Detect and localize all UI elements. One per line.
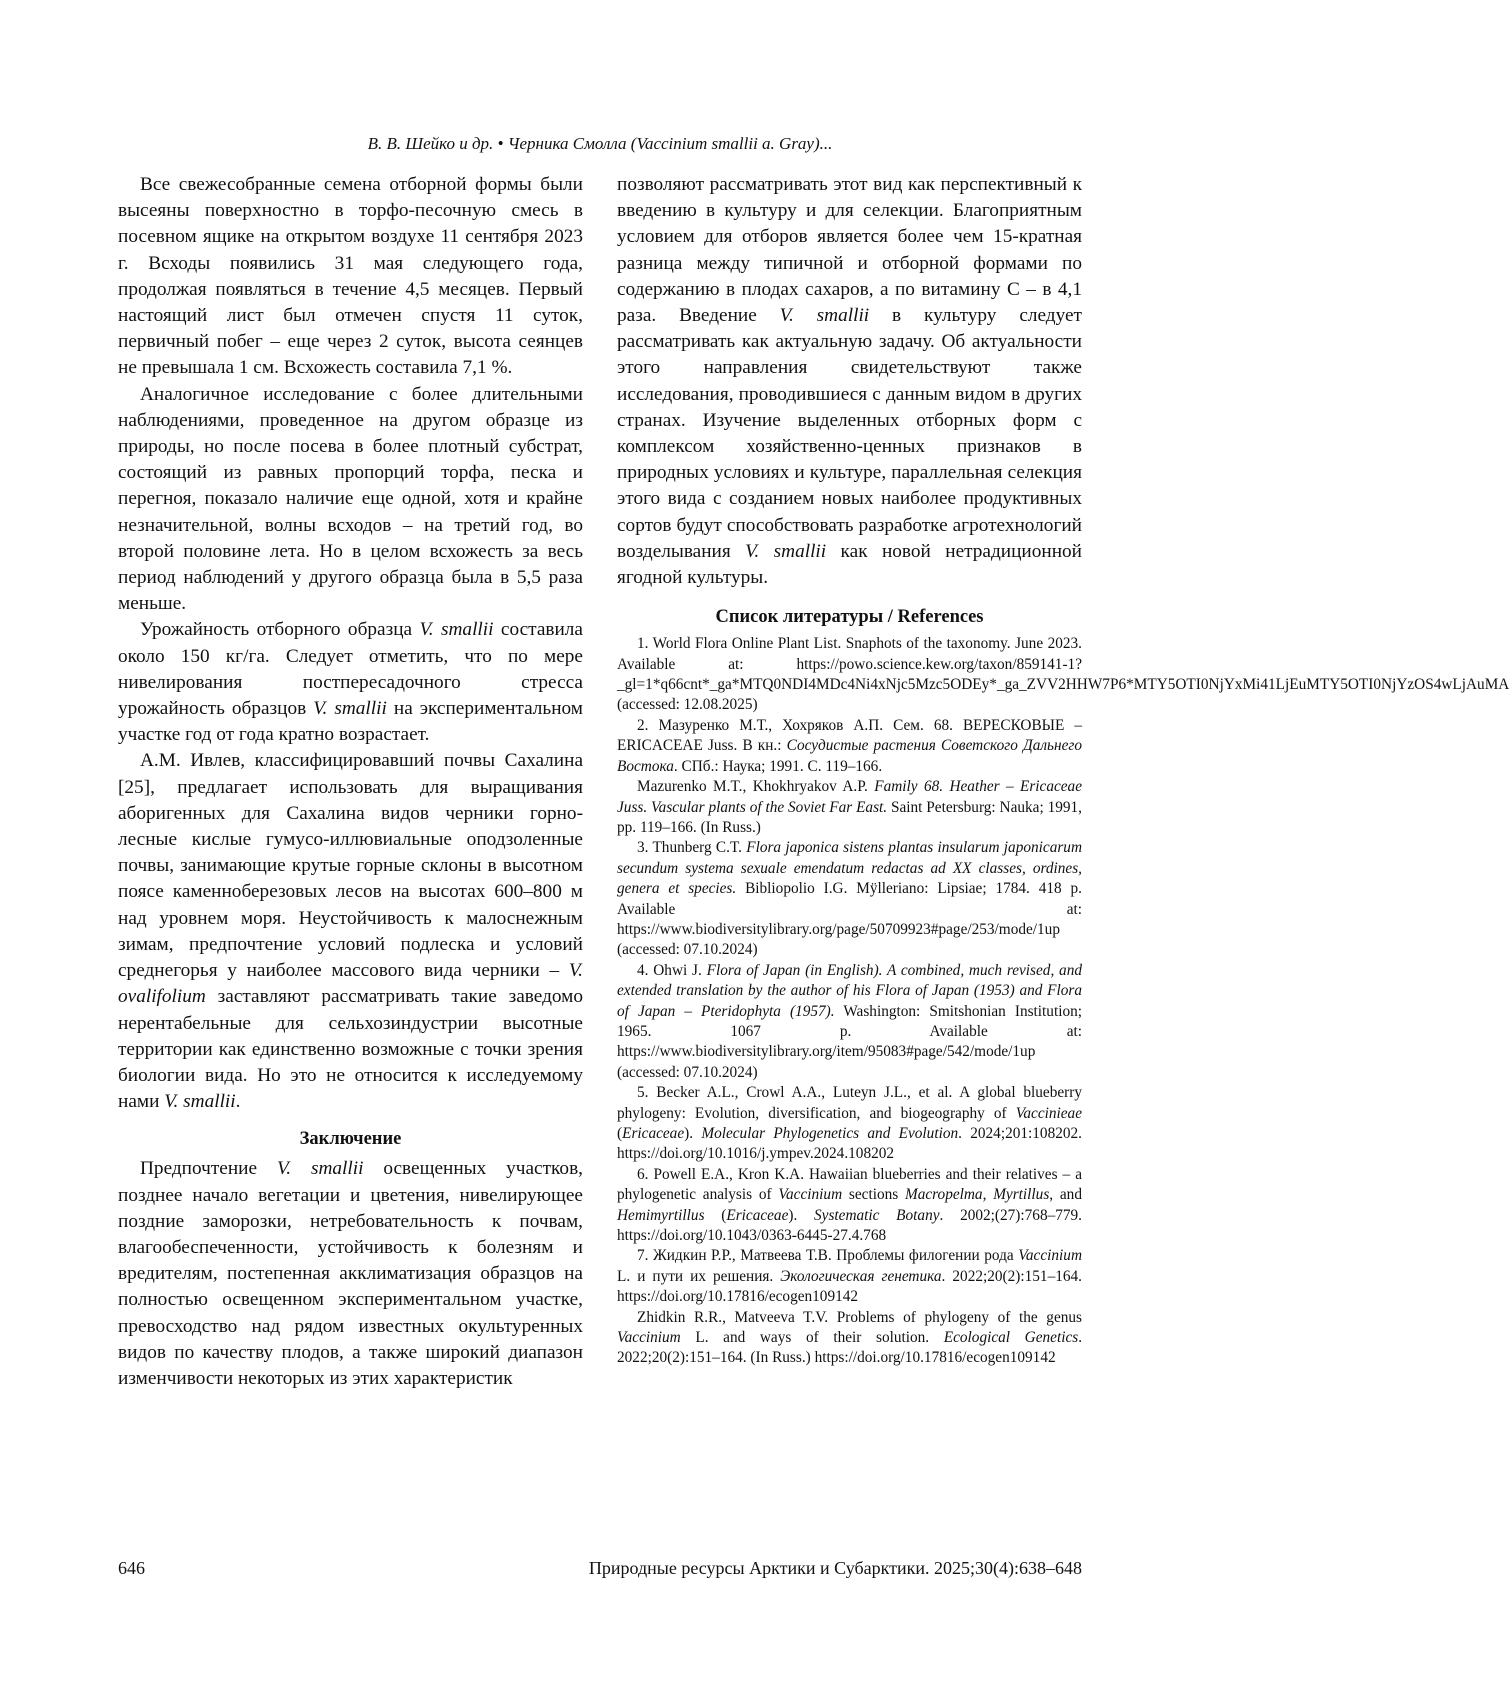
reference-list	[617, 634, 1509, 1369]
reference-item: Mazurenko M.T., Khokhryakov A.P. Family 68. Heather – Ericaceae Juss. Vascular plants of the Soviet Far East. Saint Petersburg: Nauka; 1991, pp. 119–166. (In Russ.)	[617, 778, 1082, 836]
reference-item: 1. World Flora Online Plant List. Snaphots of the taxonomy. June 2023. Available at: https://powo.science.kew.org/taxon/859141-1?_gl=1*q66cnt*_ga*MTQ0NDI4MDc4Ni4xNjc5Mzc5ODEy*_ga_ZVV2HHW7P6*MTY5OTI0NjYxMi41LjEuMTY5OTI0NjYzOS4wLjAuMA (accessed: 12.08.2025)	[617, 635, 1509, 714]
right-column	[617, 172, 1509, 1369]
paragraph: Аналогичное исследование с более длительными наблюдениями, проведенное на другом образце из природы, но после посева в более плотный субстрат, состоящий из равных пропорций торфа, песка и перегноя, показало наличие еще одной, хотя и крайне незначительной, волны всходов – на третий год, во второй половине лета. Но в целом всхожесть за весь период наблюдений у другого образца была в 5,5 раза меньше.	[118, 383, 583, 615]
section-heading-conclusion: Заключение	[299, 1129, 402, 1150]
paragraph: А.М. Ивлев, классифицировавший почвы Сахалина [25], предлагает использовать для выращивания аборигенных для Сахалина видов черники горно-лесные кислые гумусо-иллювиальные оподзоленные почвы, занимающие крутые горные склоны в высотном поясе каменноберезовых лесов на высотах 600–800 м над уровнем моря. Неустойчивость к малоснежным зимам, предпочтение условий подлеска и условий среднегорья у наиболее массового вида черники – V. ovalifolium заставляют рассматривать такие заведомо нерентабельные для сельхозиндустрии высотные территории как единственно возможные с точки зрения биологии вида. Но это не относится к исследуемому нами V. smallii.	[118, 750, 583, 1113]
journal-citation: Природные ресурсы Арктики и Субарктики. 2025;30(4):638–648	[588, 1558, 1082, 1578]
reference-item: 7. Жидкин Р.Р., Матвеева Т.В. Проблемы филогении рода Vaccinium L. и пути их решения. Экологическая генетика. 2022;20(2):151–164. https://doi.org/10.17816/ecogen109142	[617, 1247, 1082, 1306]
paragraph: Урожайность отборного образца V. smallii составила около 150 кг/га. Следует отметить, что по мере нивелирования постпересадочного стресса урожайность образцов V. smallii на экспериментальном участке год от года кратно возрастает.	[118, 619, 584, 746]
reference-item: Zhidkin R.R., Matveeva T.V. Problems of phylogeny of the genus Vaccinium L. and ways of their solution. Ecological Genetics. 2022;20(2):151–164. (In Russ.) https://doi.org/10.17816/ecogen109142	[617, 1308, 1083, 1367]
reference-item: 2. Мазуренко М.Т., Хохряков А.П. Сем. 68. ВЕРЕСКОВЫЕ – ERICACEAE Juss. В кн.: Сосудистые растения Советского Дальнего Востока. СПб.: Наука; 1991. С. 119–166.	[617, 716, 1082, 775]
reference-item: 3. Thunberg C.T. Flora japonica sistens plantas insularum japonicarum secundum systema sexuale emendatum redactas ad XX classes, ordines, genera et species. Bibliopolio I.G. Mÿlleriano: Lipsiae; 1784. 418 p. Available at: https://www.biodiversitylibrary.org/page/50709923#page/253/mode/1up (accessed: 07.10.2024)	[617, 839, 1082, 959]
reference-item: 6. Powell E.A., Kron K.A. Hawaiian blueberries and their relatives – a phylogenetic analysis of Vaccinium sections Macropelma, Myrtillus, and Hemimyrtillus (Ericaceae). Systematic Botany. 2002;(27):768–779. https://doi.org/10.1043/0363-6445-27.4.768	[617, 1165, 1083, 1245]
page-number: 646	[118, 1558, 145, 1578]
section-heading-references: Список литературы / References	[715, 607, 984, 628]
paragraph: позволяют рассматривать этот вид как перспективный к введению в культуру и для селекции. Благоприятным условием для отборов является более чем 15-кратная разница между типичной и отборной формами по содержанию в плодах сахаров, а по витамину С – в 4,1 раза. Введение V. smallii в культуру следует рассматривать как актуальную задачу. Об актуальности этого направления свидетельствуют также исследования, проводившиеся с данным видом в других странах. Изучение выделенных отборных форм с комплексом хозяйственно-ценных признаков в природных условиях и культуре, параллельная селекция этого вида с созданием новых наиболее продуктивных сортов будут способствовать разработке агротехнологий возделывания V. smallii как новой нетрадиционной ягодной культуры.	[617, 174, 1082, 589]
reference-item: 5. Becker A.L., Crowl A.A., Luteyn J.L., et al. A global blueberry phylogeny: Evolution, diversification, and biogeography of Vaccinieae (Ericaceae). Molecular Phylogenetics and Evolution. 2024;201:108202. https://doi.org/10.1016/j.ympev.2024.108202	[617, 1084, 1082, 1163]
running-head: В. В. Шейко и др. • Черника Смолла (Vaccinium smallii a. Gray)...	[367, 134, 833, 153]
left-column	[118, 172, 583, 1392]
reference-item: 4. Ohwi J. Flora of Japan (in English). A combined, much revised, and extended translation by the author of his Flora of Japan (1953) and Flora of Japan – Pteridophyta (1957). Washington: Smitshonian Institution; 1965. 1067 p. Available at: https://www.biodiversitylibrary.org/item/95083#page/542/mode/1up (accessed: 07.10.2024)	[617, 961, 1083, 1081]
paragraph: Все свежесобранные семена отборной формы были высеяны поверхностно в торфо-песочную смесь в посевном ящике на открытом воздухе 11 сентября 2023 г. Всходы появились 31 мая следующего года, продолжая появляться в течение 4,5 месяцев. Первый настоящий лист был отмечен спустя 11 суток, первичный побег – еще через 2 суток, высота сеянцев не превышала 1 см. Всхожесть составила 7,1 %.	[118, 174, 583, 379]
paragraph: Предпочтение V. smallii освещенных участков, позднее начало вегетации и цветения, нивелирующее поздние заморозки, нетребовательность к почвам, влагообеспеченности, устойчивость к болезням и вредителям, постепенная акклиматизация образцов на полностью освещенном экспериментальном участке, превосходство над рядом известных окультуренных видов по качеству плодов, а также широкий диапазон изменчивости некоторых из этих характеристик	[118, 1158, 583, 1389]
